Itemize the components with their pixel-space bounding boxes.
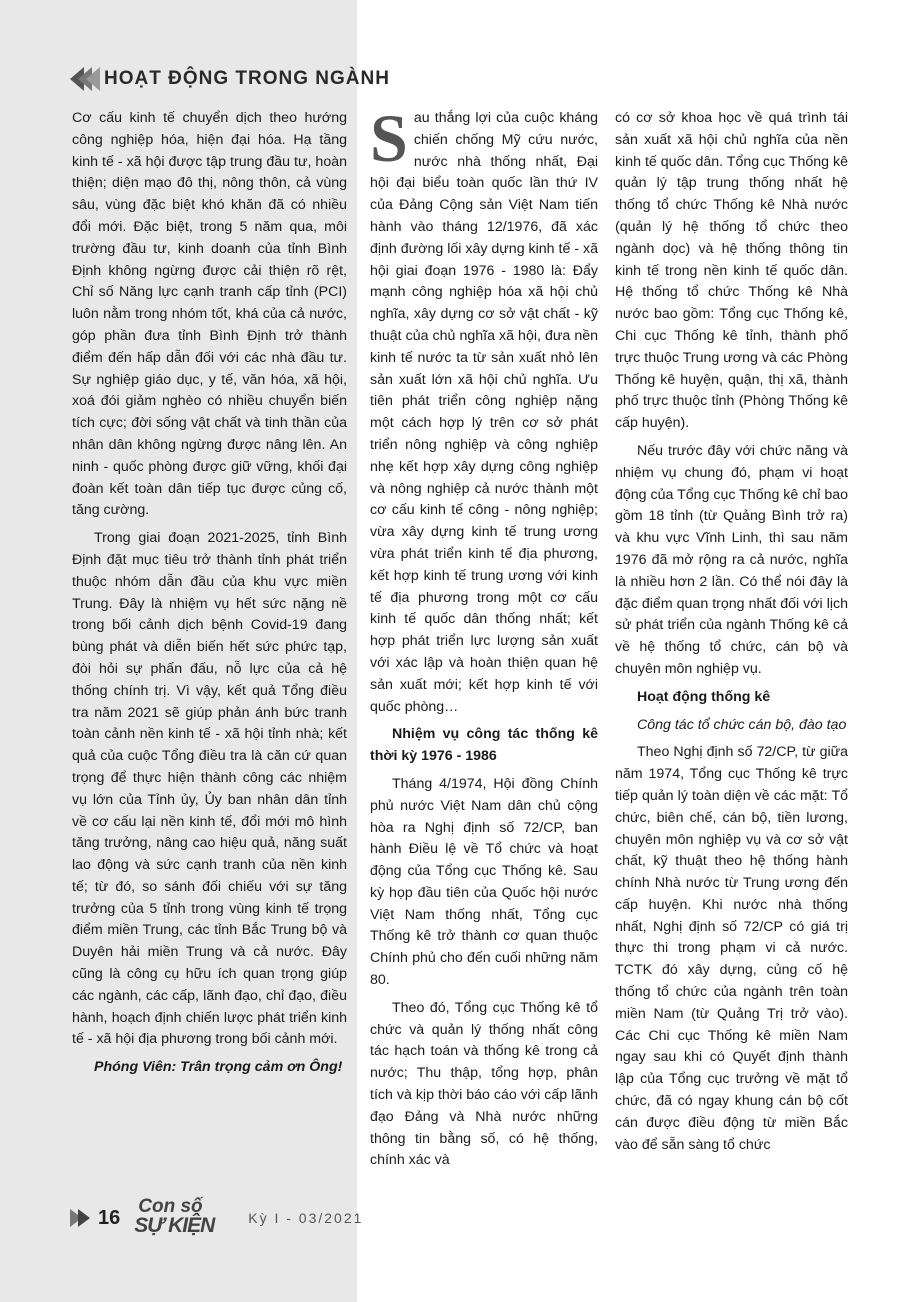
article-column-1 (72, 108, 347, 1085)
page-footer (70, 1198, 363, 1238)
magazine-logo (134, 1198, 240, 1238)
paragraph: Theo đó, Tổng cục Thống kê tổ chức và quản lý thống nhất công tác hạch toán và thống kê trong cả nước; Thu thập, tổng hợp, phân tích và kịp thời báo cáo với cấp lãnh đạo Đảng và Nhà nước những thông tin bằng số, có hệ thống, chính xác và (370, 999, 598, 1169)
logo-line-2: SỰ KIỆN (134, 1214, 215, 1237)
paragraph-body: au thắng lợi của cuộc kháng chiến chống Mỹ cứu nước, nước nhà thống nhất, Đại hội đại biểu toàn quốc lần thứ IV của Đảng Cộng sản Việt Nam tiến hành vào tháng 12/1976, đã xác định đường lối xây dựng kinh tế - xã hội giai đoạn 1976 - 1980 là: Đẩy mạnh công nghiệp hóa xã hội chủ nghĩa, xây dựng cơ sở vật chất - kỹ thuật của chủ nghĩa xã hội, đưa nền kinh tế nước ta từ sản xuất nhỏ lên sản xuất lớn xã hội chủ nghĩa. Ưu tiên phát triển công nghiệp nặng một cách hợp lý trên cơ sở phát triển nông nghiệp và công nghiệp nhẹ kết hợp xây dựng công nghiệp và nông nghiệp cả nước thành một cơ cấu kinh tế công - nông nghiệp; vừa xây dựng kinh tế trung ương vừa phát triển kinh tế địa phương, kết hợp kinh tế trung ương với kinh tế địa phương trong một cơ cấu kinh tế quốc dân thống nhất; kết hợp phát triển lực lượng sản xuất với xác lập và hoàn thiện quan hệ sản xuất mới; kết hợp kinh tế với quốc phòng… (370, 110, 598, 715)
issue-label: Kỳ I - 03/2021 (248, 1210, 364, 1226)
paragraph: Tháng 4/1974, Hội đồng Chính phủ nước Việt Nam dân chủ cộng hòa ra Nghị định số 72/CP, ban hành Điều lệ về Tổ chức và hoạt động của Tổng cục Thống kê. Sau kỳ họp đầu tiên của Quốc hội nước Việt Nam thống nhất, Tổng cục Thống kê trở thành cơ quan thuộc Chính phủ cho đến cuối những năm 80. (370, 775, 598, 989)
logo-line-1: Con số (138, 1196, 203, 1217)
subheading: Hoạt động thống kê (637, 688, 771, 705)
paragraph (370, 100, 598, 718)
paragraph: Theo Nghị định số 72/CP, từ giữa năm 1974, Tổng cục Thống kê trực tiếp quản lý toàn diện về các mặt: Tổ chức, biên chế, cán bộ, tiền lương, chuyên môn nghiệp vụ và cơ sở vật chất, kỹ thuật theo hệ thống hành chính Nhà nước từ Trung ương đến cấp huyện. Khi nước nhà thống nhất, Nghị định số 72/CP có giá trị thực thi trong phạm vi cả nước. TCTK đó xây dựng, củng cố hệ thống tổ chức của ngành trên toàn miền Nam (từ Quảng Trị trở vào). Các Chi cục Thống kê miền Nam ngay sau khi có Quyết định thành lập của Tổng cục trưởng về mặt tổ chức, đã có ngay khung cán bộ cốt cán được điều động từ miền Bắc vào để sẵn sàng tổ chức (615, 744, 848, 1153)
subheading: Nhiệm vụ công tác thống kê thời kỳ 1976 - 1986 (370, 726, 598, 765)
paragraph: Trong giai đoạn 2021-2025, tỉnh Bình Định đặt mục tiêu trở thành tỉnh phát triển thuộc nhóm dẫn đầu của khu vực miền Trung. Đây là nhiệm vụ hết sức nặng nề trong bối cảnh dịch bệnh Covid-19 đang bùng phát và diễn biến hết sức phức tạp, đòi hỏi sự phấn đấu, nỗ lực của cả hệ thống chính trị. Vì vậy, kết quả Tổng điều tra năm 2021 sẽ giúp phản ánh bức tranh toàn cảnh nền kinh tế - xã hội tỉnh nhà; kết quả của cuộc Tổng điều tra là căn cứ quan trọng để thực hiện thành công các nhiệm vụ lớn của Tỉnh ủy, Ủy ban nhân dân tỉnh về cơ cấu lại nền kinh tế, đổi mới mô hình tăng trưởng, nâng cao hiệu quả, năng suất lao động và sức cạnh tranh của nền kinh tế; từ đó, so sánh đối chiếu với sự tăng trưởng của 5 tỉnh trong vùng kinh tế trọng điểm miền Trung, các tỉnh Bắc Trung bộ và Duyên hải miền Trung và cả nước. Đây cũng là công cụ hữu ích quan trọng giúp các ngành, các cấp, lãnh đạo, chỉ đạo, điều hành, hoạch định chiến lược phát triển kinh tế - xã hội địa phương trong bối cảnh mới. (72, 530, 347, 1048)
paragraph: Cơ cấu kinh tế chuyển dịch theo hướng công nghiệp hóa, hiện đại hóa. Hạ tầng kinh tế - xã hội được tập trung đầu tư, hoàn thiện; diện mạo đô thị, nông thôn, cả vùng sâu, vùng đặc biệt khó khăn đã có nhiều đổi mới. Đặc biệt, trong 5 năm qua, môi trường đầu tư, kinh doanh của tỉnh Bình Định không ngừng được cải thiện rõ rệt, Chỉ số Năng lực cạnh tranh cấp tỉnh (PCI) luôn nằm trong nhóm tốt, khá của cả nước, góp phần đưa tỉnh Bình Định trở thành điểm đến hấp dẫn đối với các nhà đầu tư. Sự nghiệp giáo dục, y tế, văn hóa, xã hội, xoá đói giảm nghèo có nhiều chuyển biến tích cực; đời sống vật chất và tinh thần của nhân dân không ngừng được nâng lên. An ninh - quốc phòng được giữ vững, khối đại đoàn kết toàn dân tiếp tục được củng cố, tăng cường. (72, 110, 347, 519)
section-title: HOẠT ĐỘNG TRONG NGÀNH (104, 68, 390, 89)
article-column-2 (370, 100, 598, 1178)
article-column-3 (615, 108, 848, 1162)
page-number: 16 (98, 1206, 121, 1229)
triangle-arrow-icon (78, 1209, 90, 1227)
drop-cap: S (370, 100, 408, 176)
paragraph: có cơ sở khoa học về quá trình tái sản xuất xã hội chủ nghĩa của nền kinh tế quốc dân. Tổng cục Thống kê quản lý tập trung thống nhất hệ thống tổ chức Thống kê Nhà nước (quản lý hệ thống tổ chức theo ngành dọc) và hệ thống thông tin kinh tế trong nền kinh tế quốc dân. Hệ thống tổ chức Thống kê Nhà nước bao gồm: Tổng cục Thống kê, Chi cục Thống kê tỉnh, thành phố trực thuộc Trung ương và các Phòng Thống kê huyện, quận, thị xã, thành phố trực thuộc tỉnh (Phòng Thống kê cấp huyện). (615, 110, 848, 432)
double-chevron-icon (70, 67, 94, 91)
section-header (70, 62, 390, 96)
subheading-italic: Công tác tổ chức cán bộ, đào tạo (637, 716, 847, 733)
paragraph: Nếu trước đây với chức năng và nhiệm vụ chung đó, phạm vi hoạt động của Tổng cục Thống kê chỉ bao gồm 18 tỉnh (từ Quảng Bình trở ra) và khu vực Vĩnh Linh, thì sau năm 1976 đã mở rộng ra cả nước, nghĩa là nhiều hơn 2 lần. Có thể nói đây là đặc điểm quan trọng nhất đối với lịch sử phát triển của ngành Thống kê cả về hệ thống tổ chức, cán bộ và chuyên môn nghiệp vụ. (615, 442, 848, 677)
interview-signoff: Phóng Viên: Trân trọng cảm ơn Ông! (94, 1059, 343, 1076)
